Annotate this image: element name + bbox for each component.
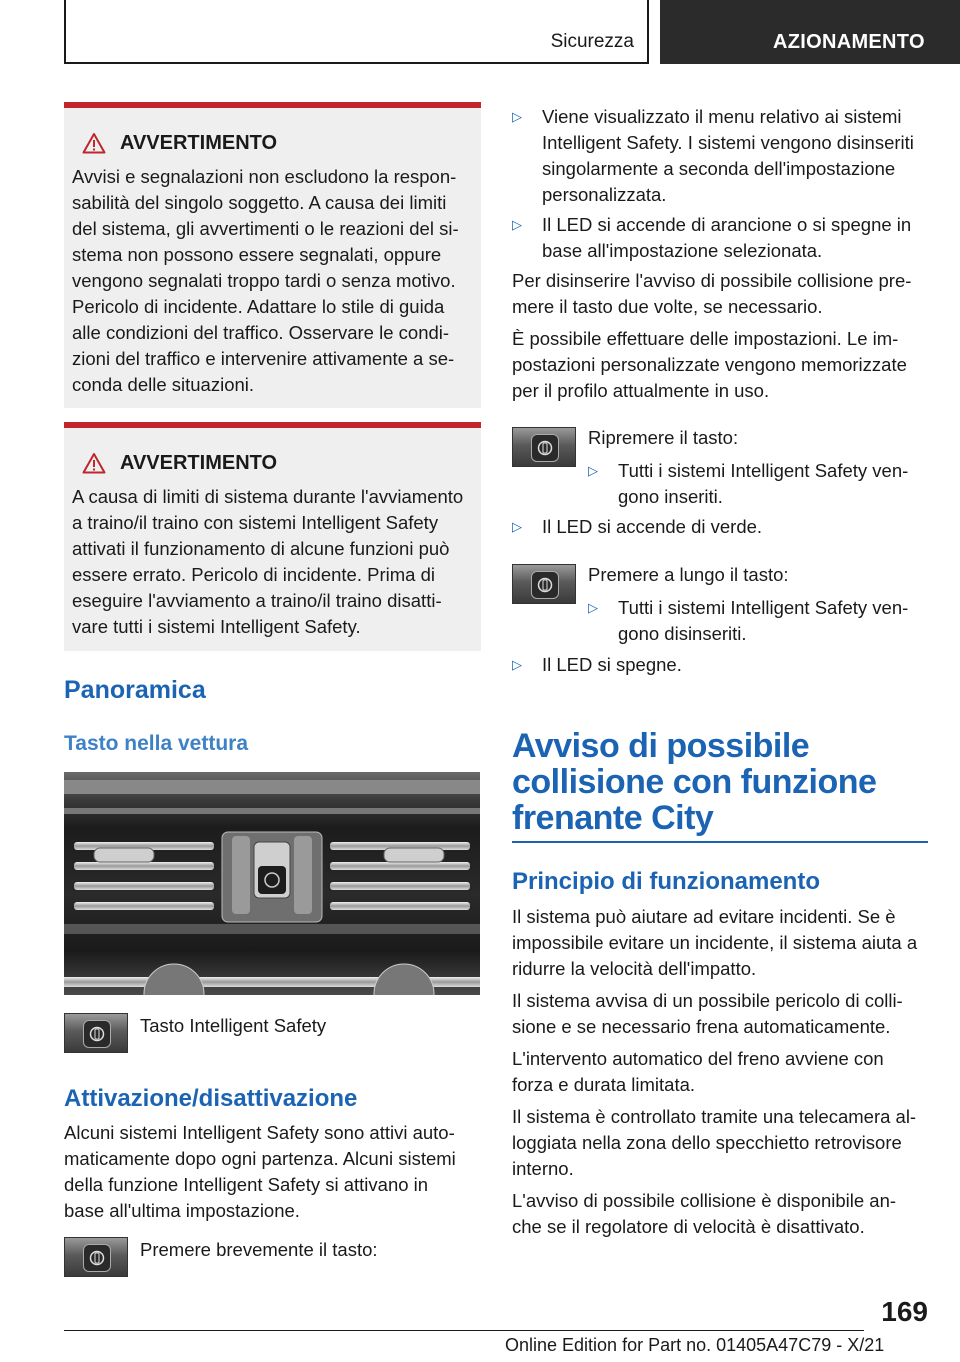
intelligent-safety-key-icon	[512, 564, 576, 604]
heading-attivazione: Attivazione/disattivazione	[64, 1085, 358, 1112]
warning-text: A causa di limiti di sistema durante l'avviamento a traino/il traino con sistemi Intelligent Safety attivati il funzionamento di alcune funzioni può essere errato. Pericolo di incidente. Prima di eseguire l'avviamento a traino/il traino disatti- vare tutti i sistemi Intelligent Safety.	[72, 486, 464, 637]
footer-edition: Online Edition for Part no. 01405A47C79 - X/21	[505, 1335, 885, 1355]
bullet-triangle-icon: ▷	[512, 109, 522, 124]
bullet-triangle-icon: ▷	[512, 519, 522, 534]
section-title: Sicurezza	[550, 31, 634, 52]
intelligent-safety-key-icon	[64, 1237, 128, 1277]
heading-rule	[512, 841, 928, 843]
bullet-led-verde: ▷ Il LED si accende di verde.	[512, 514, 762, 540]
ripremere-text: Ripremere il tasto:	[588, 427, 739, 448]
attivazione-text: Alcuni sistemi Intelligent Safety sono attivi auto- maticamente dopo ogni partenza. Alcuni sistemi della funzione Intelligent Safety si attivano in base all'ultima impostazione.	[64, 1122, 456, 1221]
bullet-disinseriti: ▷ Tutti i sistemi Intelligent Safety ven- gono disinseriti.	[588, 597, 909, 644]
warning-title: AVVERTIMENTO	[120, 451, 278, 474]
bullet-menu: ▷ Viene visualizzato il menu relativo ai sistemi Intelligent Safety. I sistemi vengono disinseriti singolarmente a seconda dell'impostazione personalizzata.	[512, 106, 914, 205]
paragraph-impostazioni: È possibile effettuare delle impostazioni. Le im- postazioni personalizzate vengono memorizzate per il profilo attualmente in uso.	[512, 328, 907, 401]
heading-avviso-collisione: Avviso di possibile collisione con funzione frenante City	[512, 727, 877, 837]
intelligent-safety-key-icon	[64, 1013, 128, 1053]
bullet-inseriti: ▷ Tutti i sistemi Intelligent Safety ven- gono inseriti.	[588, 460, 909, 507]
bullet-led-spegne: ▷ Il LED si spegne.	[512, 652, 682, 678]
warning-box-2	[64, 422, 481, 651]
warning-text: Avvisi e segnalazioni non escludono la respon- sabilità del singolo soggetto. A causa dei limiti del sistema, gli avvertimenti o le reazioni del si- stema non possono essere segnalati, oppure vengono segnalati troppo tardi o senza motivo. Pericolo di incidente. Adattare lo stile di guida alle condizioni del traffico. Osservare le condi- zioni del traffico e intervenire attivamente a se- conda delle situazioni.	[72, 166, 459, 395]
paragraph-disinserire: Per disinserire l'avviso di possibile collisione pre- mere il tasto due volte, se necessario.	[512, 270, 912, 317]
warning-box-1	[64, 102, 481, 408]
bullet-triangle-icon: ▷	[588, 463, 598, 478]
dashboard-photo	[64, 772, 480, 995]
heading-panoramica: Panoramica	[64, 676, 206, 704]
principio-text: Il sistema può aiutare ad evitare incidenti. Se è impossibile evitare un incidente, il sistema aiuta a ridurre la velocità dell'impatto. Il sistema avvisa di un possibile pericolo di colli- sione e se necessario frena automaticamente. L'intervento automatico del freno avviene con forza e durata limitata. Il sistema è controllato tramite una telecamera al- loggiata nella zona dello specchietto retrovisore interno. L'avviso di possibile collisione è disponibile an- che se il regolatore di velocità è disattivato.	[512, 906, 918, 1237]
page-number: 169	[881, 1296, 928, 1327]
chapter-tab: AZIONAMENTO	[660, 0, 960, 64]
warning-icon	[82, 132, 106, 154]
intelligent-safety-key-icon	[512, 427, 576, 467]
heading-principio: Principio di funzionamento	[512, 868, 820, 895]
premere-lungo-text: Premere a lungo il tasto:	[588, 564, 789, 585]
bullet-triangle-icon: ▷	[512, 657, 522, 672]
heading-tasto-nella-vettura: Tasto nella vettura	[64, 732, 248, 755]
bullet-triangle-icon: ▷	[588, 600, 598, 615]
footer-rule	[64, 1330, 864, 1331]
bullet-triangle-icon: ▷	[512, 217, 522, 232]
warning-icon	[82, 452, 106, 474]
bullet-led-arancione: ▷ Il LED si accende di arancione o si spegne in base all'impostazione selezionata.	[512, 214, 912, 261]
warning-title: AVVERTIMENTO	[120, 131, 278, 154]
key-caption: Tasto Intelligent Safety	[140, 1015, 327, 1036]
premere-brevemente-text: Premere brevemente il tasto:	[140, 1239, 378, 1260]
